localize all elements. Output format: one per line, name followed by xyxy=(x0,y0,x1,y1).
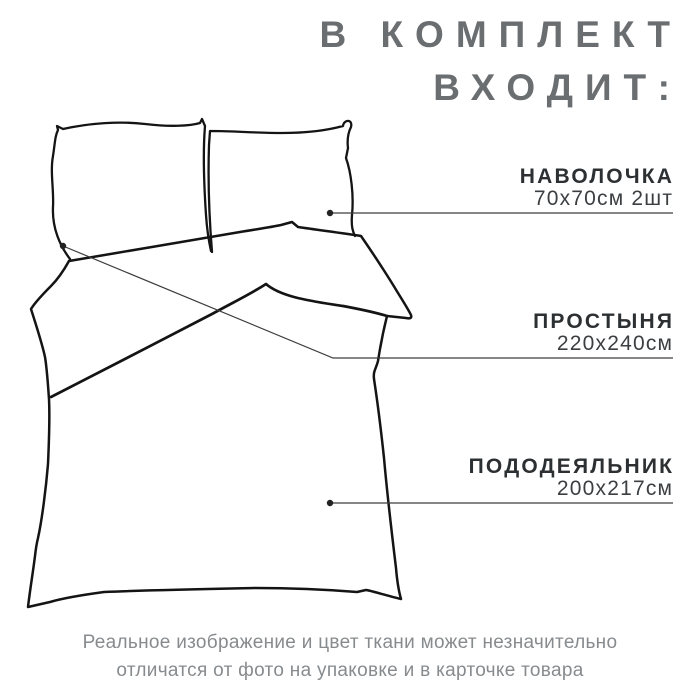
page-title-line1: В КОМПЛЕКТ xyxy=(319,14,682,55)
disclaimer-text xyxy=(0,629,700,684)
item-pillowcase-size: 70х70см 2шт xyxy=(533,187,674,210)
page-title xyxy=(319,8,682,114)
disclaimer-line2: отличатся от фото на упаковке и в карточке товара xyxy=(116,659,584,681)
duvet-marker-dot xyxy=(327,500,333,506)
sheet-marker-dot xyxy=(60,243,66,249)
pillowcase-marker-dot xyxy=(327,210,333,216)
item-pillowcase-name: НАВОЛОЧКА xyxy=(519,165,675,188)
item-sheet-size: 220х240см xyxy=(556,332,674,355)
item-duvet-cover xyxy=(468,455,675,500)
duvet-fold-edge xyxy=(51,284,387,397)
item-sheet-name: ПРОСТЫНЯ xyxy=(533,310,675,333)
page-title-line2: ВХОДИТ: xyxy=(433,67,682,108)
item-duvet-cover-size: 200х217см xyxy=(556,477,674,500)
disclaimer-line1: Реальное изображение и цвет ткани может незначительно xyxy=(82,632,618,653)
item-sheet xyxy=(533,310,675,355)
item-duvet-cover-name: ПОДОДЕЯЛЬНИК xyxy=(468,455,675,478)
left-pillow-outline xyxy=(52,119,211,259)
item-pillowcase xyxy=(519,165,675,210)
